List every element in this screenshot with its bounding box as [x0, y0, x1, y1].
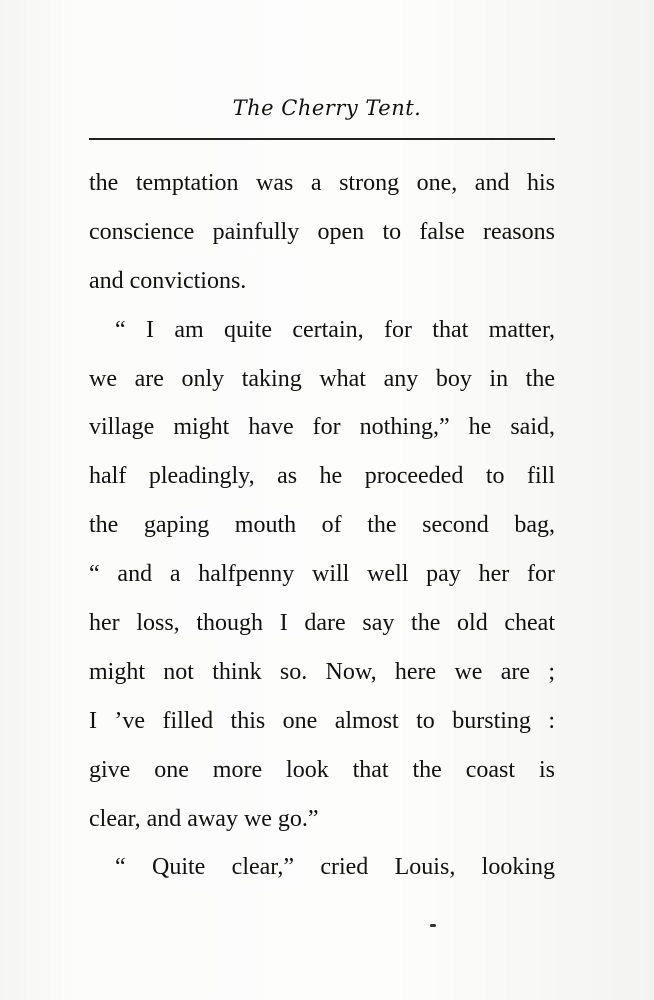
text-line-3: and convictions. [89, 267, 247, 294]
ink-speck [430, 924, 436, 927]
text-line-7: half pleadingly, as he proceeded to fill [89, 463, 555, 490]
text-line-13: give one more look that the coast is [89, 756, 555, 783]
text-line-12: I ’ve filled this one almost to bursting : [89, 707, 555, 734]
text-line-6: village might have for nothing,” he said, [89, 414, 555, 441]
text-line-1: the temptation was a strong one, and his [89, 170, 555, 196]
header-rule [89, 138, 555, 140]
running-head: The Cherry Tent. [232, 96, 422, 120]
text-line-10: her loss, though I dare say the old cheat [89, 610, 555, 637]
text-line-14: clear, and away we go.” [89, 805, 319, 832]
text-line-2: conscience painfully open to false reasons [89, 218, 555, 245]
body-text [89, 163, 555, 896]
text-line-11: might not think so. Now, here we are ; [89, 658, 555, 685]
text-line-4: “ I am quite certain, for that matter, [115, 316, 555, 343]
text-line-5: we are only taking what any boy in the [89, 365, 555, 392]
text-line-8: the gaping mouth of the second bag, [89, 512, 555, 539]
text-line-15: “ Quite clear,” cried Louis, looking [115, 854, 555, 881]
text-line-9: “ and a halfpenny will well pay her for [89, 561, 555, 588]
